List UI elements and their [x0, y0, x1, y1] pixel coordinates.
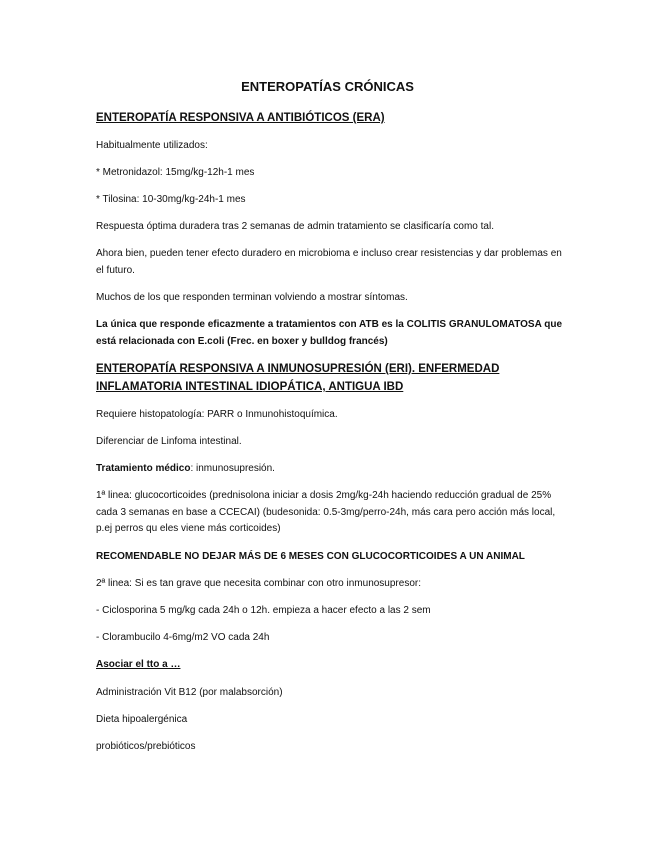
paragraph-muchos: Muchos de los que responden terminan volviendo a mostrar síntomas.: [96, 292, 408, 303]
paragraph-asociar: Asociar el tto a …: [96, 659, 181, 670]
paragraph-ahora-bien: Ahora bien, pueden tener efecto duradero en microbioma e incluso crear resistencias y dar problemas en el futuro.: [96, 248, 562, 276]
paragraph-tratamiento-medico: [96, 461, 568, 478]
paragraph-clorambucilo: - Clorambucilo 4-6mg/m2 VO cada 24h: [96, 632, 270, 643]
document-title: ENTEROPATÍAS CRÓNICAS: [241, 79, 414, 94]
paragraph-respuesta: Respuesta óptima duradera tras 2 semanas de admin tratamiento se clasificaría como tal.: [96, 221, 494, 232]
paragraph-probioticos: probióticos/prebióticos: [96, 741, 196, 752]
section-heading-era: ENTEROPATÍA RESPONSIVA A ANTIBIÓTICOS (ERA): [96, 112, 385, 124]
paragraph-vit-b12: Administración Vit B12 (por malabsorción): [96, 687, 283, 698]
paragraph-ciclosporina: - Ciclosporina 5 mg/kg cada 24h o 12h. empieza a hacer efecto a las 2 sem: [96, 605, 431, 616]
paragraph-colitis-granulomatosa: La única que responde eficazmente a tratamientos con ATB es la COLITIS GRANULOMATOSA que está relacionada con E.coli (Frec. en boxer y bulldog francés): [96, 319, 563, 347]
tratamiento-medico-label: Tratamiento médico: [96, 463, 191, 474]
paragraph-dieta: Dieta hipoalergénica: [96, 714, 188, 725]
paragraph-recomendable: RECOMENDABLE NO DEJAR MÁS DE 6 MESES CON GLUCOCORTICOIDES A UN ANIMAL: [96, 551, 525, 562]
paragraph-metronidazol: * Metronidazol: 15mg/kg-12h-1 mes: [96, 167, 255, 178]
paragraph-tilosina: * Tilosina: 10-30mg/kg-24h-1 mes: [96, 194, 246, 205]
paragraph-linfoma: Diferenciar de Linfoma intestinal.: [96, 436, 242, 447]
paragraph-segunda-linea: 2ª linea: Si es tan grave que necesita combinar con otro inmunosupresor:: [96, 578, 421, 589]
paragraph-histopatologia: Requiere histopatología: PARR o Inmunohistoquímica.: [96, 409, 338, 420]
paragraph-habitualmente: Habitualmente utilizados:: [96, 140, 208, 151]
paragraph-primera-linea: 1ª linea: glucocorticoides (prednisolona iniciar a dosis 2mg/kg-24h haciendo reducción gradual de 25% cada 3 semanas en base a CCECAI) (budesonida: 0.5-3mg/perro-24h, más cara pero acción más local, p.ej perros qu eles viene más corticoides): [96, 490, 556, 534]
tratamiento-medico-text: : inmunosupresión.: [190, 463, 275, 474]
section-heading-eri: ENTEROPATÍA RESPONSIVA A INMUNOSUPRESIÓN (ERI). ENFERMEDAD INFLAMATORIA INTESTINAL IDIOPÁTICA, ANTIGUA IBD: [96, 363, 500, 393]
